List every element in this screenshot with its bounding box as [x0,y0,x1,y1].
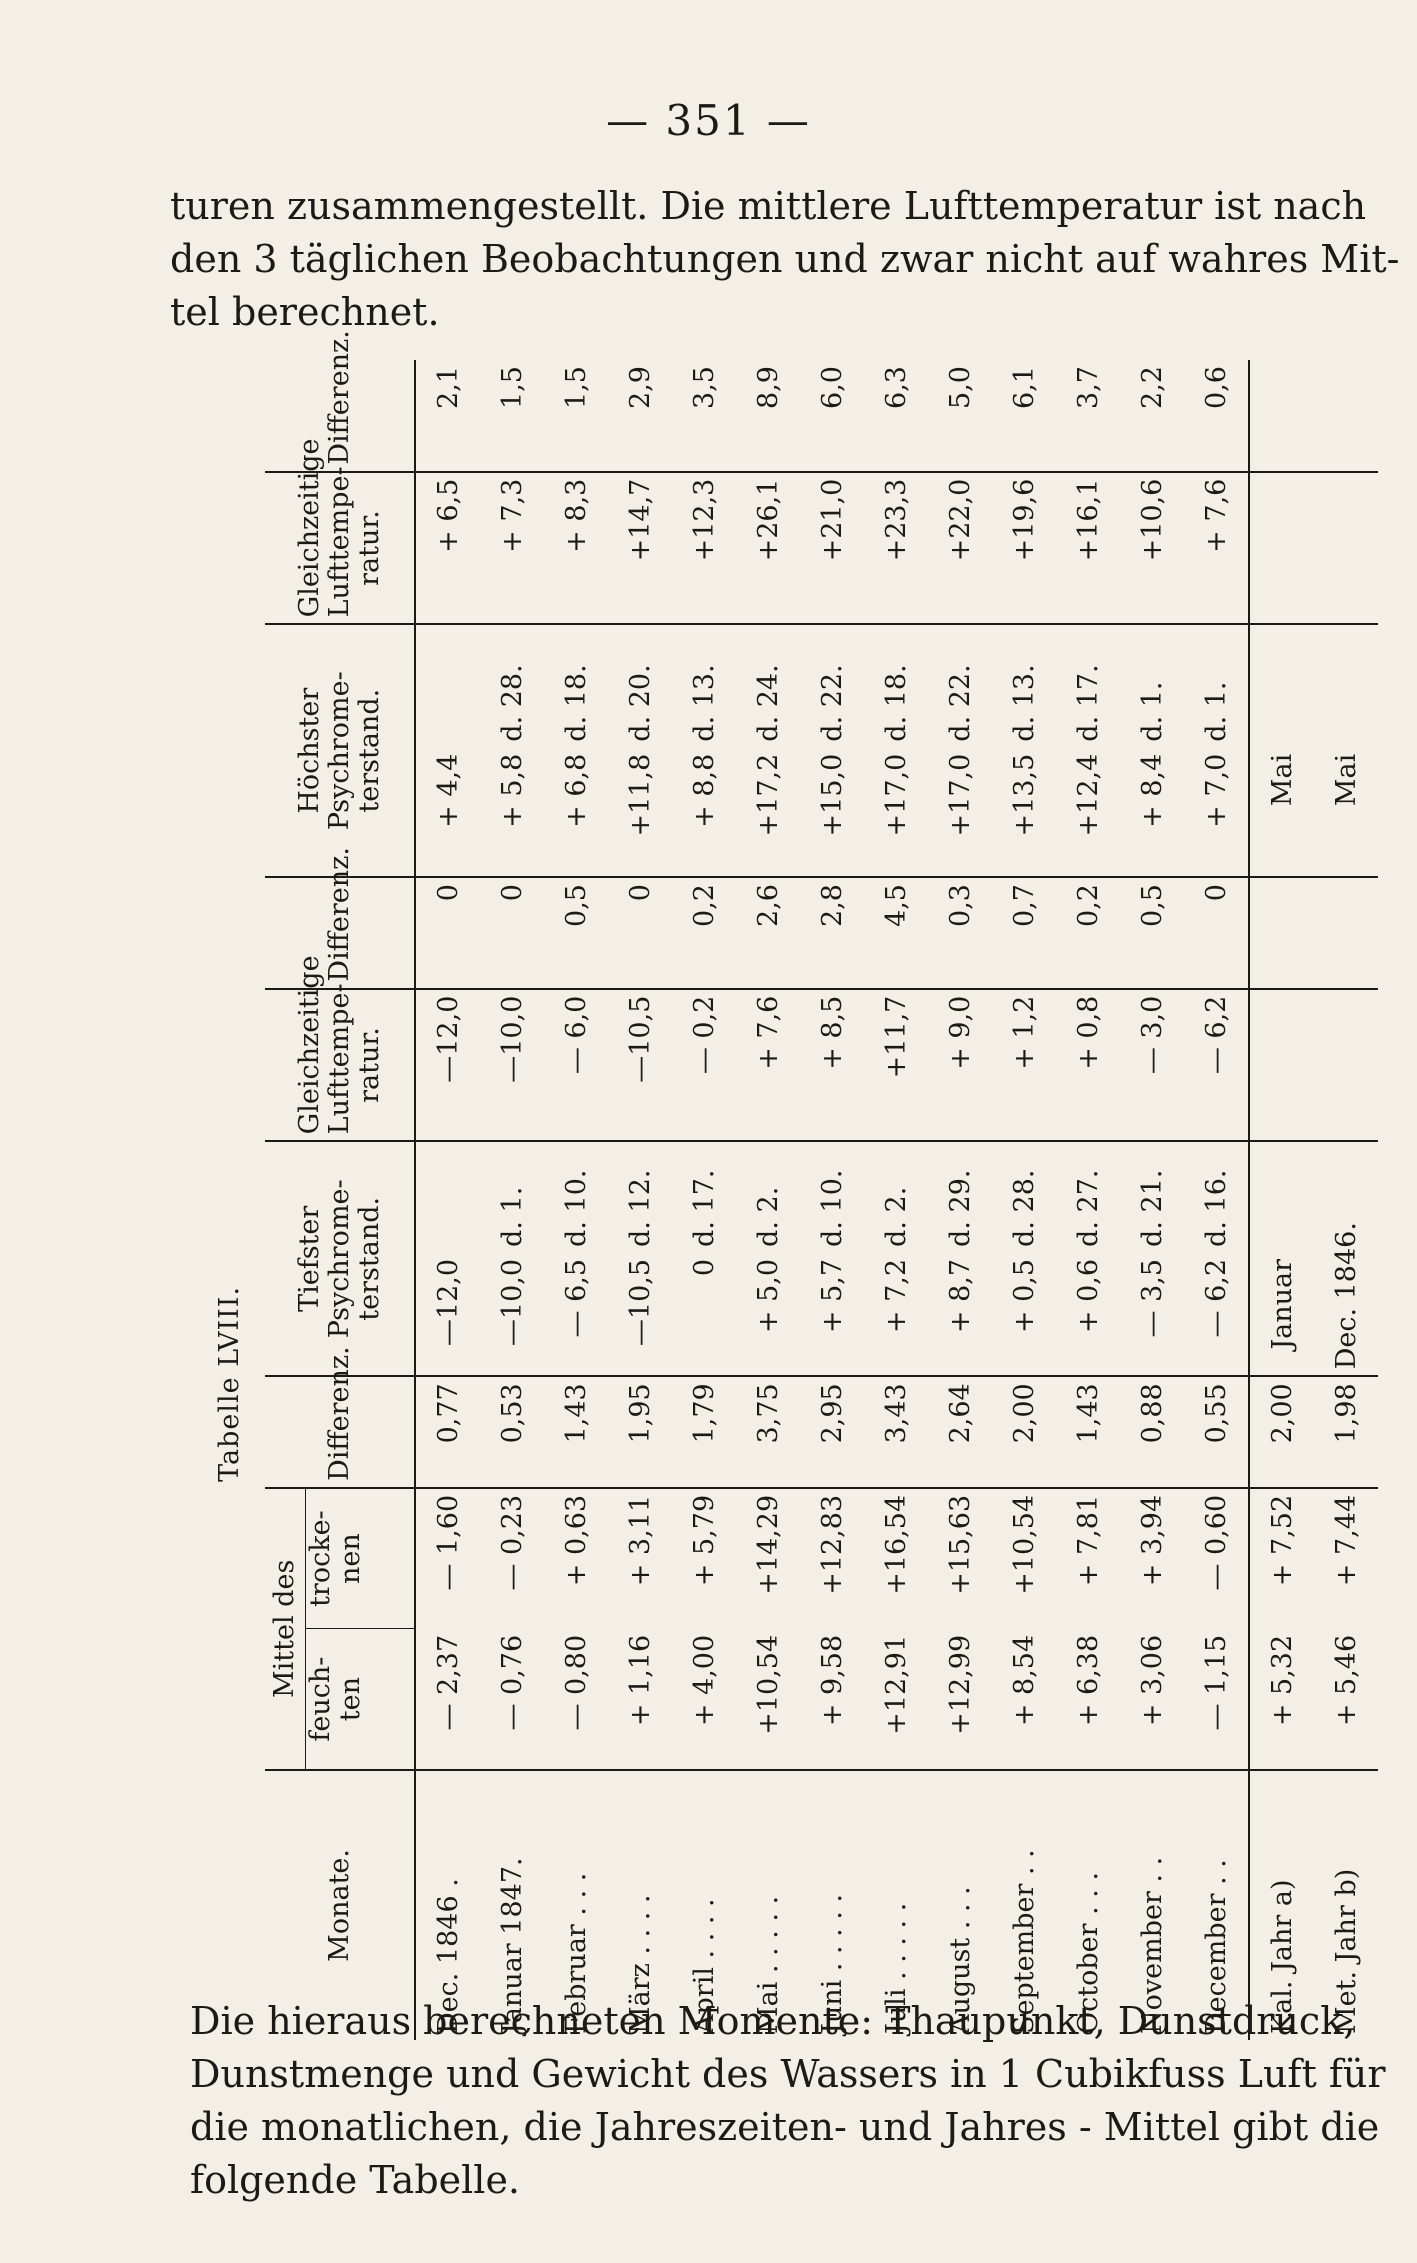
cell-feucht: + 5,32 [1249,1629,1314,1770]
cell-tief: + 0,6 [1056,1253,1120,1376]
cell-trocken: — 0,23 [496,1494,528,1591]
cell-tief: + 7,2 [864,1253,928,1376]
cell-month: Juli . . . . . [880,1902,912,2034]
cell-diff1: 2,00 [992,1376,1056,1488]
cell-hoch: +13,5 [992,748,1056,877]
cell-diff3: 2,1 [415,360,480,472]
table-row [1056,360,1120,2040]
cell-diff3: 8,9 [736,360,800,472]
outro-line: Dunstmenge und Gewicht des Wassers in 1 Cubikfuss Luft für [190,2052,1386,2096]
cell-tief-d: d. 1. [496,1186,528,1247]
cell-tief: —12,0 [415,1253,480,1376]
cell-tief-d: d. 10. [560,1169,592,1247]
header-gleich1: Gleichzeitige Lufttempe- ratur. [265,989,415,1142]
cell-gl2: + 7,6 [1184,472,1249,625]
cell-diff2: 0,7 [992,877,1056,989]
table-row [544,360,608,2040]
cell-hoch: +11,8 [608,748,672,877]
cell-gl2: +12,3 [672,472,736,625]
cell-hoch: + 4,4 [415,748,480,877]
cell-diff3 [1314,360,1378,472]
cell-feucht: + 6,38 [1056,1629,1120,1770]
cell-hoch: +17,0 [928,748,992,877]
table-row [736,360,800,2040]
cell-tief-d: d. 27. [1072,1169,1104,1247]
cell-hoch: +12,4 [1056,748,1120,877]
cell-month: Mai . . . . . [752,1895,784,2034]
cell-tief-d: d. 21. [1136,1169,1168,1247]
cell-gl1: + 8,5 [800,989,864,1142]
page-number: — 351 — [606,96,811,145]
cell-tief-d [1249,1141,1314,1253]
cell-gl2: +21,0 [800,472,864,625]
cell-diff2: 0,5 [544,877,608,989]
cell-diff2 [1249,877,1314,989]
cell-trocken: — 0,60 [1200,1494,1232,1591]
cell-feucht: + 5,46 [1314,1629,1378,1770]
cell-tief-d: d. 12. [624,1169,656,1247]
cell-diff1: 0,53 [480,1376,544,1488]
cell-diff1: 1,43 [1056,1376,1120,1488]
cell-gl1: —12,0 [415,989,480,1142]
table-container [195,330,1362,2040]
cell-diff1: 1,79 [672,1376,736,1488]
cell-trocken: +15,63 [944,1494,976,1595]
cell-gl2: +16,1 [1056,472,1120,625]
cell-feucht: + 1,16 [608,1629,672,1770]
cell-hoch-d: d. 28. [496,664,528,742]
cell-hoch-d: d. 13. [1008,664,1040,742]
table-row [800,360,864,2040]
outro-line: folgende Tabelle. [190,2158,521,2202]
cell-diff1: 1,43 [544,1376,608,1488]
cell-diff3: 3,7 [1056,360,1120,472]
cell-gl1: + 9,0 [928,989,992,1142]
cell-diff2: 0,2 [1056,877,1120,989]
cell-gl1: + 1,2 [992,989,1056,1142]
cell-diff1: 0,77 [415,1376,480,1488]
cell-hoch-d: d. 13. [688,664,720,742]
cell-gl2: +19,6 [992,472,1056,625]
cell-month: Juni . . . . . [816,1893,848,2034]
header-diff1: Differenz. [265,1376,415,1488]
cell-diff1: 3,43 [864,1376,928,1488]
cell-trocken: + 0,63 [560,1494,592,1587]
cell-diff3: 1,5 [544,360,608,472]
table-row [1184,360,1249,2040]
cell-hoch: + 8,8 [672,748,736,877]
cell-diff3: 5,0 [928,360,992,472]
cell-diff2: 0 [608,877,672,989]
cell-gl1: —10,0 [480,989,544,1142]
intro-line: den 3 täglichen Beobachtungen und zwar nicht auf wahres Mit- [170,237,1400,281]
cell-gl1 [1249,989,1314,1142]
cell-feucht: — 0,76 [480,1629,544,1770]
cell-hoch: +15,0 [800,748,864,877]
cell-tief: + 0,5 [992,1253,1056,1376]
cell-diff2: 0,5 [1120,877,1184,989]
cell-gl1: — 6,0 [544,989,608,1142]
cell-gl2: +10,6 [1120,472,1184,625]
cell-trocken: + 3,94 [1136,1494,1168,1587]
cell-hoch-d: d. 22. [816,664,848,742]
data-table [195,330,1378,2040]
cell-diff1: 1,98 [1314,1376,1378,1488]
cell-diff2: 0 [415,877,480,989]
table-row [1120,360,1184,2040]
header-mittel: Mittel des [265,1488,305,1770]
header-diff2: Differenz. [265,877,415,989]
cell-hoch-d: d. 1. [1136,681,1168,742]
outro-line: Die hieraus berechneten Momente: Thaupunkt, Dunstdruck, [190,1999,1356,2043]
cell-hoch: +17,2 [736,748,800,877]
cell-trocken: + 7,52 [1249,1488,1314,1629]
cell-tief: — 6,5 [544,1253,608,1376]
cell-month: März . . . . [624,1894,656,2034]
cell-hoch-d: d. 24. [752,664,784,742]
cell-gl1: — 6,2 [1184,989,1249,1142]
cell-diff1: 2,95 [800,1376,864,1488]
cell-trocken: +10,54 [1008,1494,1040,1595]
cell-hoch-d: d. 17. [1072,664,1104,742]
cell-month: August . . . [944,1886,976,2034]
outro-paragraph [190,1995,1386,2207]
cell-tief: —10,5 [608,1253,672,1376]
table-row [864,360,928,2040]
cell-diff1: 0,55 [1184,1376,1249,1488]
cell-diff3: 6,1 [992,360,1056,472]
cell-feucht: — 1,15 [1184,1629,1249,1770]
cell-month: Met. Jahr b) [1330,1868,1362,2034]
cell-feucht: — 0,80 [544,1629,608,1770]
table-caption: Tabelle LVIII. [214,1285,245,1482]
cell-feucht: + 4,00 [672,1629,736,1770]
cell-tief: + 5,7 [800,1253,864,1376]
cell-trocken: — 1,60 [432,1494,464,1591]
rotated-table [195,330,1362,2040]
cell-feucht: + 3,06 [1120,1629,1184,1770]
table-row [992,360,1056,2040]
cell-gl1: + 0,8 [1056,989,1120,1142]
cell-trocken: + 7,44 [1330,1494,1362,1587]
cell-tief: — 6,2 [1184,1253,1249,1376]
table-body [415,360,1378,2040]
cell-month: Dec. 1846 . [432,1878,464,2034]
cell-tief-d: d. 28. [1008,1169,1040,1247]
cell-feucht: — 2,37 [415,1629,480,1770]
cell-tief: 0 [672,1253,736,1376]
table-row [672,360,736,2040]
cell-tief-d: d. 2. [880,1186,912,1247]
cell-gl1: — 3,0 [1120,989,1184,1142]
cell-hoch: + 7,0 [1184,748,1249,877]
cell-gl1 [1314,989,1378,1142]
cell-diff3: 2,9 [608,360,672,472]
cell-diff2: 0,3 [928,877,992,989]
cell-hoch: + 5,8 [480,748,544,877]
header-feucht: feuch- ten [305,1629,415,1770]
cell-month: April . . . . [688,1898,720,2034]
cell-diff2: 0 [480,877,544,989]
cell-tief-d: d. 29. [944,1169,976,1247]
header-tiefster: Tiefster Psychrome- terstand. [265,1141,415,1376]
table-row [480,360,544,2040]
table-row [608,360,672,2040]
cell-gl2: + 7,3 [480,472,544,625]
cell-diff2: 0,2 [672,877,736,989]
cell-gl2: +26,1 [736,472,800,625]
cell-trocken: +14,29 [752,1494,784,1595]
cell-feucht: + 9,58 [800,1629,864,1770]
cell-gl2: + 8,3 [544,472,608,625]
cell-hoch-d: d. 18. [560,664,592,742]
cell-diff3: 2,2 [1120,360,1184,472]
cell-gl2 [1249,472,1314,625]
cell-diff3: 3,5 [672,360,736,472]
cell-month: November . . [1136,1856,1168,2034]
cell-hoch: Mai [1314,748,1378,877]
cell-tief-d: d. 2. [752,1186,784,1247]
cell-hoch-d [415,624,480,747]
cell-diff2: 2,6 [736,877,800,989]
table-row [415,360,480,2040]
cell-trocken: + 5,79 [688,1494,720,1587]
cell-month: September . . [1008,1849,1040,2034]
cell-diff1: 0,88 [1120,1376,1184,1488]
cell-feucht: +12,91 [864,1629,928,1770]
intro-line: turen zusammengestellt. Die mittlere Lufttemperatur ist nach [170,184,1367,228]
cell-diff1: 3,75 [736,1376,800,1488]
cell-tief-d [415,1141,480,1253]
cell-trocken: +12,83 [816,1494,848,1595]
cell-gl1: — 0,2 [672,989,736,1142]
cell-hoch-d: d. 20. [624,664,656,742]
cell-diff3: 0,6 [1184,360,1249,472]
cell-tief: Januar [1249,1253,1314,1376]
cell-trocken: +16,54 [880,1494,912,1595]
table-row [1314,360,1378,2040]
cell-hoch: + 6,8 [544,748,608,877]
cell-tief: —10,0 [480,1253,544,1376]
cell-hoch: + 8,4 [1120,748,1184,877]
cell-tief: Dec. 1846. [1314,1253,1378,1376]
cell-gl1: +11,7 [864,989,928,1142]
cell-diff3: 1,5 [480,360,544,472]
cell-diff2: 2,8 [800,877,864,989]
table-row [928,360,992,2040]
cell-diff2: 4,5 [864,877,928,989]
header-month: Monate. [265,1770,415,2040]
cell-hoch-d: d. 18. [880,664,912,742]
header-diff3: Differenz. [265,360,415,472]
cell-gl2 [1314,472,1378,625]
cell-month: Kal. Jahr a) [1249,1770,1314,2040]
cell-diff1: 2,00 [1249,1376,1314,1488]
cell-month: Januar 1847. [496,1857,528,2034]
cell-gl2: +23,3 [864,472,928,625]
cell-gl2: +14,7 [608,472,672,625]
cell-gl1: —10,5 [608,989,672,1142]
cell-month: Februar . . . [560,1872,592,2034]
cell-tief-d: d. 17. [688,1169,720,1247]
cell-feucht: +12,99 [928,1629,992,1770]
cell-tief: + 5,0 [736,1253,800,1376]
cell-feucht: +10,54 [736,1629,800,1770]
cell-gl2: +22,0 [928,472,992,625]
cell-hoch: Mai [1249,748,1314,877]
table-row [1249,360,1314,2040]
cell-hoch-d: d. 22. [944,664,976,742]
cell-trocken: + 7,81 [1072,1494,1104,1587]
cell-diff3 [1249,360,1314,472]
header-hoechster: Höchster Psychrome- terstand. [265,624,415,877]
cell-hoch-d [1314,624,1378,747]
cell-hoch: +17,0 [864,748,928,877]
outro-line: die monatlichen, die Jahreszeiten- und Jahres - Mittel gibt die [190,2105,1380,2149]
cell-tief-d: d. 16. [1200,1169,1232,1247]
cell-feucht: + 8,54 [992,1629,1056,1770]
cell-tief-d: d. 10. [816,1169,848,1247]
cell-gl2: + 6,5 [415,472,480,625]
cell-diff3: 6,0 [800,360,864,472]
cell-month: October . . . [1072,1871,1104,2034]
cell-hoch-d: d. 1. [1200,681,1232,742]
cell-diff1: 1,95 [608,1376,672,1488]
cell-diff2 [1314,877,1378,989]
cell-tief: — 3,5 [1120,1253,1184,1376]
header-trocken: trocke- nen [305,1488,415,1629]
cell-tief: + 8,7 [928,1253,992,1376]
header-gleich2: Gleichzeitige Lufttempe- ratur. [265,472,415,625]
cell-month: December . . [1200,1859,1232,2034]
intro-line: tel berechnet. [170,290,440,334]
intro-paragraph [170,180,1400,339]
cell-diff3: 6,3 [864,360,928,472]
cell-trocken: + 3,11 [624,1494,656,1587]
cell-diff1: 2,64 [928,1376,992,1488]
cell-diff2: 0 [1184,877,1249,989]
cell-hoch-d [1249,624,1314,747]
cell-gl1: + 7,6 [736,989,800,1142]
